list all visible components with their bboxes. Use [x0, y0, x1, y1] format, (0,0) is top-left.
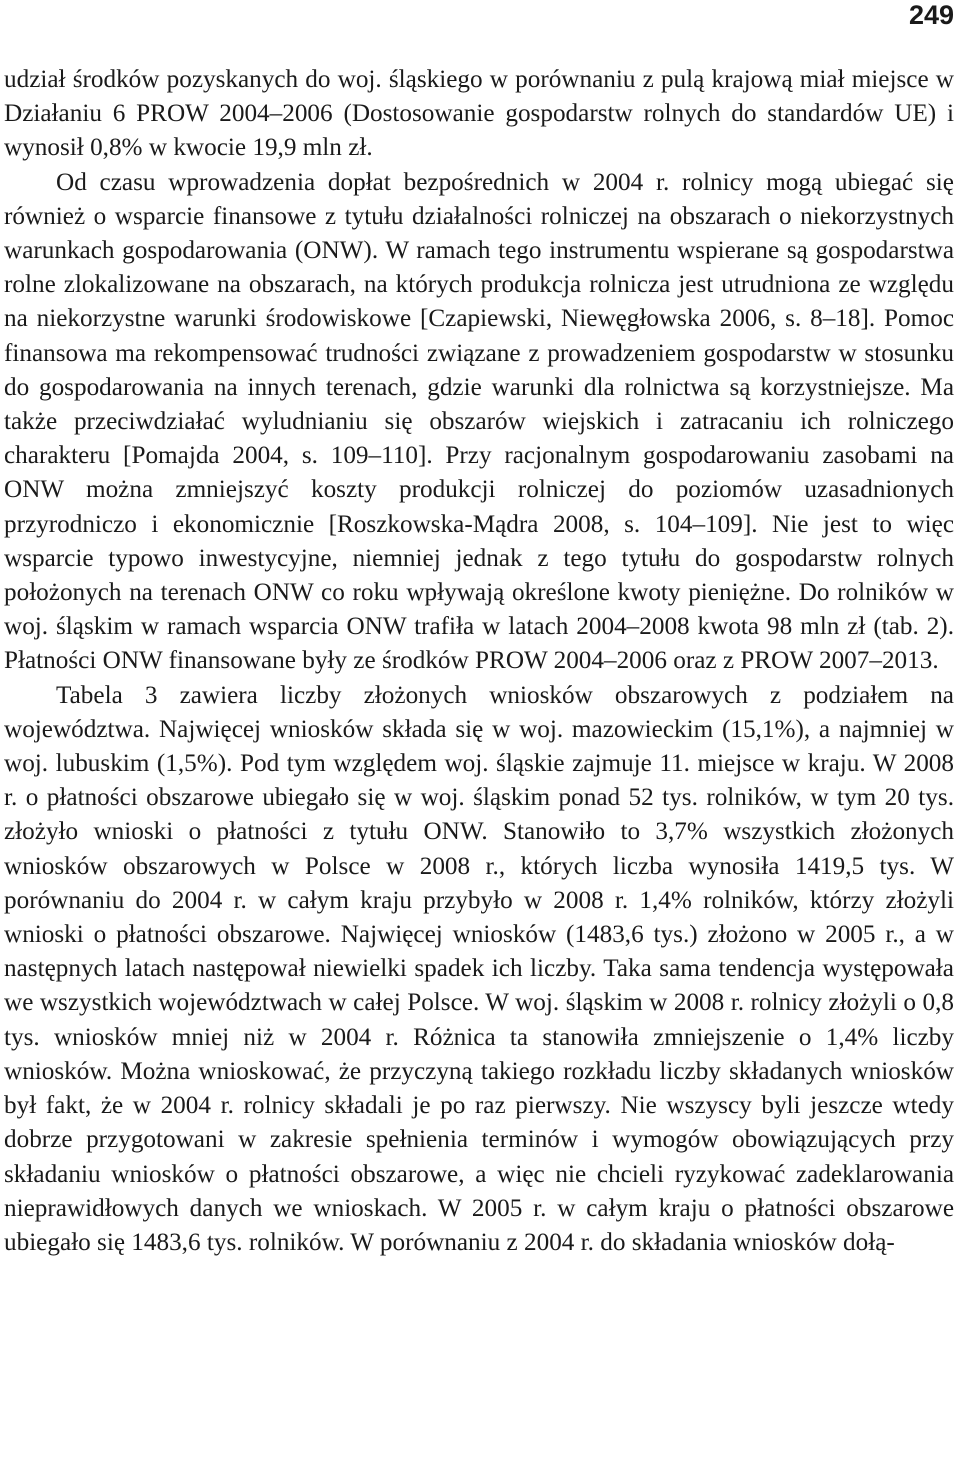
paragraph-1: udział środków pozyskanych do woj. śląskiego w porównaniu z pulą krajową miał miejsce w Działaniu 6 PROW 2004–2006 (Dostosowanie gospodarstw rolnych do standardów UE) i wynosił 0,8% w kwocie 19,9 mln zł.	[4, 66, 954, 162]
body-text	[4, 63, 954, 1260]
paragraph-2: Od czasu wprowadzenia dopłat bezpośrednich w 2004 r. rolnicy mogą ubiegać się również o wsparcie finansowe z tytułu działalności rolniczej na obszarach o niekorzystnych warunkach gospodarowania (ONW). W ramach tego instrumentu wspierane są gospodarstwa rolne zlokalizowane na obszarach, na których produkcja rolnicza jest utrudniona ze względu na niekorzystne warunki środowiskowe [Czapiewski, Niewęgłowska 2006, s. 8–18]. Pomoc finansowa ma rekompensować trudności związane z prowadzeniem gospodarstw w stosunku do gospodarowania na innych terenach, gdzie warunki dla rolnictwa są korzystniejsze. Ma także przeciwdziałać wyludnianiu się obszarów wiejskich i zatracaniu ich rolniczego charakteru [Pomajda 2004, s. 109–110]. Przy racjonalnym gospodarowaniu zasobami na ONW można zmniejszyć koszty produkcji rolniczej do poziomów uzasadnionych przyrodniczo i ekonomicznie [Roszkowska-Mądra 2008, s. 104–109]. Nie jest to więc wsparcie typowo inwestycyjne, niemniej jednak z tego tytułu do gospodarstw rolnych położonych na terenach ONW co roku wpływają określone kwoty pieniężne. Do rolników w woj. śląskim w ramach wsparcia ONW trafiła w latach 2004–2008 kwota 98 mln zł (tab. 2). Płatności ONW finansowane były ze środków PROW 2004–2006 oraz z PROW 2007–2013.	[4, 168, 954, 675]
page-number: 249	[908, 0, 954, 30]
paragraph-3: Tabela 3 zawiera liczby złożonych wniosków obszarowych z podziałem na województwa. Najwięcej wniosków składa się w woj. mazowieckim (15,1%), a najmniej w woj. lubuskim (1,5%). Pod tym względem woj. śląskie zajmuje 11. miejsce w kraju. W 2008 r. o płatności obszarowe ubiegało się w woj. śląskim ponad 52 tys. rolników, w tym 20 tys. złożyło wnioski o płatności z tytułu ONW. Stanowiło to 3,7% wszystkich złożonych wniosków obszarowych w Polsce w 2008 r., których liczba wynosiła 1419,5 tys. W porównaniu do 2004 r. w całym kraju przybyło w 2008 r. 1,4% rolników, którzy złożyli wnioski o płatności obszarowe. Najwięcej wniosków (1483,6 tys.) złożono w 2005 r., a w następnych latach następował niewielki spadek ich liczby. Taka sama tendencja występowała we wszystkich województwach w całej Polsce. W woj. śląskim w 2008 r. rolnicy złożyli o 0,8 tys. wniosków mniej niż w 2004 r. Różnica ta stanowiła zmniejszenie o 1,4% liczby wniosków. Można wnioskować, że przyczyną takiego rozkładu liczby składanych wniosków był fakt, że w 2004 r. rolnicy składali je po raz pierwszy. Nie wszyscy byli jeszcze wtedy dobrze przygotowani w zakresie spełnienia terminów i wymogów obowiązujących przy składaniu wniosków o płatności obszarowe, a więc nie chcieli ryzykować zadeklarowania nieprawidłowych danych we wnioskach. W 2005 r. w całym kraju o płatności obszarowe ubiegało się 1483,6 tys. rolników. W porównaniu z 2004 r. do składania wniosków dołą-	[4, 681, 954, 1256]
